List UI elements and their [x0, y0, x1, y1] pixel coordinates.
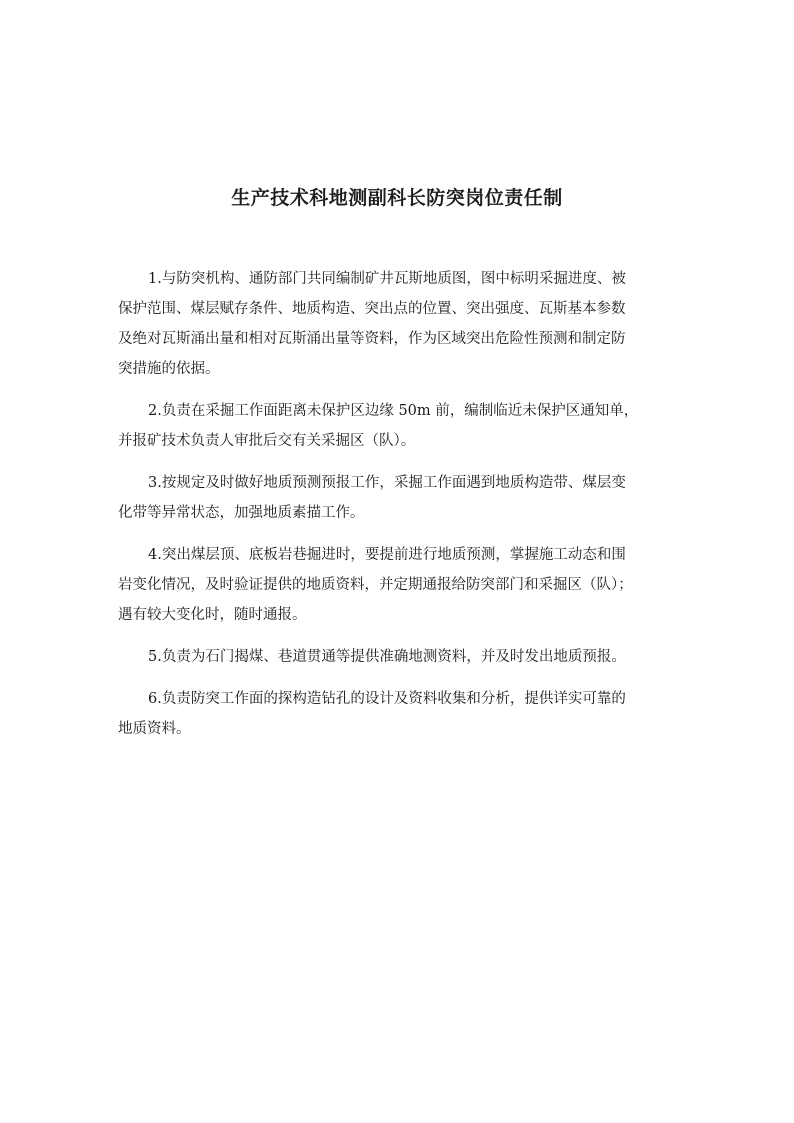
paragraph-line: 地质资料。: [118, 721, 191, 737]
paragraph-3: [118, 468, 684, 528]
paragraph-line: 2.负责在采掘工作面距离未保护区边缘 50m 前，编制临近未保护区通知单，: [148, 403, 639, 419]
paragraph-1: [118, 264, 684, 384]
paragraph-line: 4.突出煤层顶、底板岩巷掘进时，要提前进行地质预测，掌握施工动态和围: [148, 547, 626, 563]
paragraph-line: 并报矿技术负责人审批后交有关采掘区（队）。: [118, 433, 416, 449]
paragraph-line: 突措施的依据。: [118, 361, 220, 377]
document-body: [118, 264, 684, 756]
paragraph-line: 6.负责防突工作面的探构造钻孔的设计及资料收集和分析，提供详实可靠的: [148, 691, 626, 707]
paragraph-line: 5.负责为石门揭煤、巷道贯通等提供准确地测资料，并及时发出地质预报。: [148, 649, 626, 665]
paragraph-line: 1.与防突机构、通防部门共同编制矿井瓦斯地质图，图中标明采掘进度、被: [148, 271, 626, 287]
paragraph-line: 化带等异常状态，加强地质素描工作。: [118, 505, 365, 521]
paragraph-line: 遇有较大变化时，随时通报。: [118, 607, 307, 623]
paragraph-4: [118, 540, 684, 630]
paragraph-line: 3.按规定及时做好地质预测预报工作，采掘工作面遇到地质构造带、煤层变: [148, 475, 626, 491]
paragraph-6: [118, 684, 684, 744]
paragraph-line: 岩变化情况，及时验证提供的地质资料，并定期通报给防突部门和采掘区（队）；: [118, 577, 633, 593]
paragraph-2: [118, 396, 684, 456]
paragraph-5: [118, 642, 684, 672]
paragraph-line: 及绝对瓦斯涌出量和相对瓦斯涌出量等资料，作为区域突出危险性预测和制定防: [118, 331, 626, 347]
paragraph-line: 保护范围、煤层赋存条件、地质构造、突出点的位置、突出强度、瓦斯基本参数: [118, 301, 626, 317]
document-title: 生产技术科地测副科长防突岗位责任制: [231, 187, 563, 209]
